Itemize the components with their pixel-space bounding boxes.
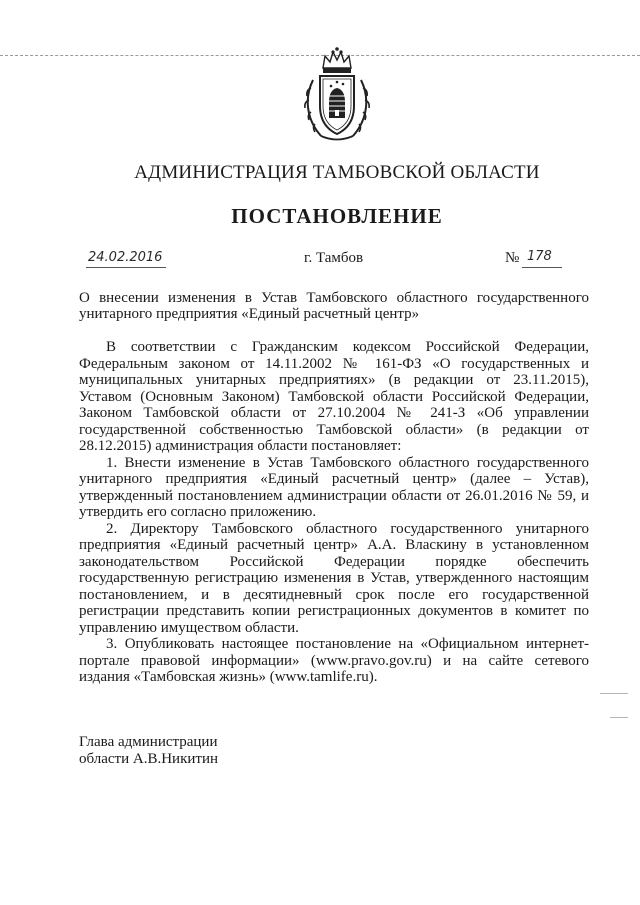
number-label: №: [505, 250, 520, 266]
preamble-paragraph: В соответствии с Гражданским кодексом Российской Федерации, Федеральным законом от 14.11.2002 № 161-ФЗ «О государственных и муниципальных унитарных предприятиях» (в редакции от 23.11.2015), Уставом (Основным Законом) Тамбовской области Российской Федерации, Законом Тамбовской области от 27.10.2004 № 241-З «Об управлении государственной собственностью Тамбовской области» (в редакции от 28.12.2015) администрация области постановляет:: [79, 339, 589, 454]
signature-name: области А.В.Никитин: [79, 751, 219, 767]
document-date: 24.02.2016: [88, 250, 163, 265]
document-subject: О внесении изменения в Устав Тамбовского областного государственного унитарного предприятия «Единый расчетный центр»: [79, 290, 589, 322]
date-underline: [86, 267, 166, 268]
signature-block: [79, 734, 379, 768]
clause-3-paragraph: 3. Опубликовать настоящее постановление на «Официальном интернет-портале правовой информации» (www.pravo.gov.ru) и на сайте сетевого издания «Тамбовская жизнь» (www.tamlife.ru).: [79, 636, 589, 685]
coat-of-arms-icon: [299, 46, 375, 146]
scan-artifact: [610, 717, 628, 718]
clause-1-paragraph: 1. Внести изменение в Устав Тамбовского областного государственного унитарного предприятия «Единый расчетный центр» (далее – Устав), утвержденный постановлением администрации области от 26.01.2016 № 59, и утвердить его согласно приложению.: [79, 454, 589, 520]
document-type-title: ПОСТАНОВЛЕНИЕ: [231, 204, 443, 228]
document-number: 178: [527, 249, 552, 264]
organization-name: АДМИНИСТРАЦИЯ ТАМБОВСКОЙ ОБЛАСТИ: [134, 162, 540, 183]
signature-position: Глава администрации: [79, 734, 218, 750]
number-underline: [522, 267, 562, 268]
scan-artifact: [600, 693, 628, 694]
document-body: [79, 339, 589, 686]
document-city: г. Тамбов: [304, 250, 364, 266]
clause-2-paragraph: 2. Директору Тамбовского областного государственного унитарного предприятия «Единый расчетный центр» А.А. Власкину в установленном законодательством Российской Федерации порядке обеспечить государственную регистрацию изменения в Устав, утвержденного настоящим постановлением, и в десятидневный срок после его государственной регистрации представить копии регистрационных документов в комитет по управлению имуществом области.: [79, 520, 589, 636]
